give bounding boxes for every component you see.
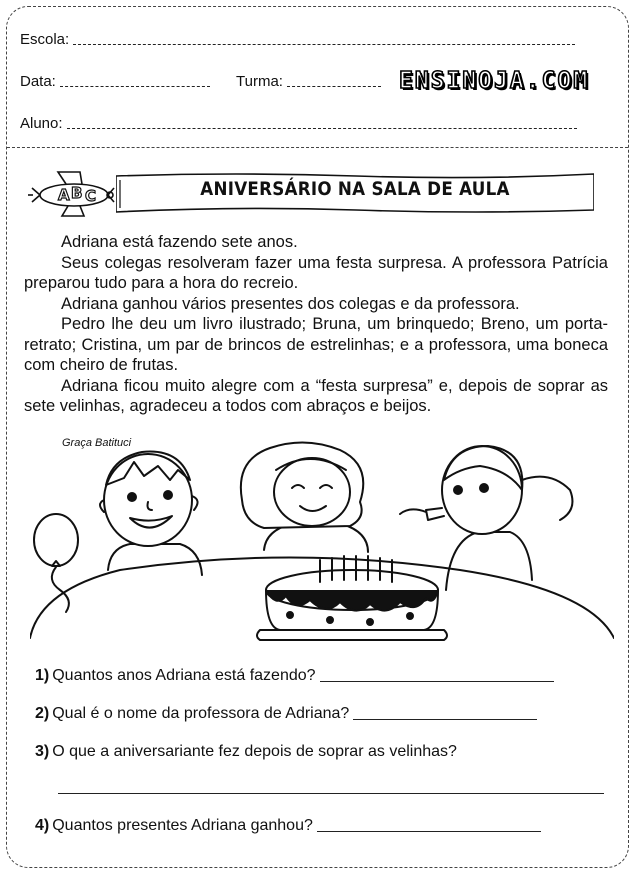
answer-line-4[interactable] — [317, 830, 541, 832]
story-text — [24, 232, 608, 417]
date-line[interactable] — [60, 85, 210, 87]
class-label: Turma: — [236, 73, 283, 90]
question-text: Quantos presentes Adriana ganhou? — [52, 817, 313, 834]
answer-line-1[interactable] — [320, 680, 554, 682]
header-separator — [7, 147, 628, 148]
question-number: 3) — [35, 743, 50, 760]
svg-text:B: B — [71, 184, 83, 202]
birthday-party-illustration — [30, 440, 614, 645]
girl-blowing-figure — [400, 446, 572, 590]
story-paragraph: Seus colegas resolveram fazer uma festa surpresa. A professora Patrícia preparou tudo para a hora do recreio. — [24, 253, 608, 292]
boy-figure — [100, 452, 202, 575]
class-field[interactable] — [236, 73, 381, 90]
story-paragraph: Adriana ganhou vários presentes dos colegas e da professora. — [61, 294, 520, 313]
date-field[interactable] — [20, 73, 210, 90]
answer-line-2[interactable] — [353, 718, 537, 720]
question-number: 2) — [35, 705, 50, 722]
birthday-girl-figure — [241, 442, 368, 552]
svg-text:C: C — [85, 187, 97, 205]
student-line[interactable] — [67, 127, 577, 129]
student-field[interactable] — [20, 115, 577, 132]
class-line[interactable] — [287, 85, 381, 87]
answer-line-3[interactable] — [58, 793, 604, 794]
question-text: Qual é o nome da professora de Adriana? — [52, 705, 350, 722]
illustration-credit: Graça Batituci — [62, 437, 132, 449]
question-text: O que a aniversariante fez depois de soprar as velinhas? — [52, 743, 457, 760]
ensinoja-logo: ENSINOJA.COM — [399, 68, 590, 94]
student-label: Aluno: — [20, 115, 63, 132]
question-3 — [35, 743, 457, 761]
school-field[interactable] — [20, 31, 575, 48]
svg-text:A: A — [58, 186, 70, 204]
question-1 — [35, 667, 554, 685]
question-4 — [35, 817, 541, 835]
story-paragraph: Pedro lhe deu um livro ilustrado; Bruna, um brinquedo; Breno, um porta-retrato; Cristina, um par de brincos de estrelinhas; e a professora, uma boneca com cheiro de frutas. — [24, 315, 608, 374]
question-number: 4) — [35, 817, 50, 834]
date-label: Data: — [20, 73, 56, 90]
question-2 — [35, 705, 537, 723]
page-title: ANIVERSÁRIO NA SALA DE AULA — [200, 178, 510, 200]
school-label: Escola: — [20, 31, 70, 48]
school-line[interactable] — [73, 43, 575, 45]
question-number: 1) — [35, 667, 50, 684]
story-paragraph: Adriana ficou muito alegre com a “festa surpresa” e, depois de soprar as sete velinhas, agradeceu a todos com abraços e beijos. — [24, 376, 608, 415]
question-text: Quantos anos Adriana está fazendo? — [52, 667, 316, 684]
abc-airplane-icon — [28, 168, 118, 218]
birthday-cake-icon — [257, 556, 447, 640]
story-paragraph: Adriana está fazendo sete anos. — [61, 233, 298, 251]
